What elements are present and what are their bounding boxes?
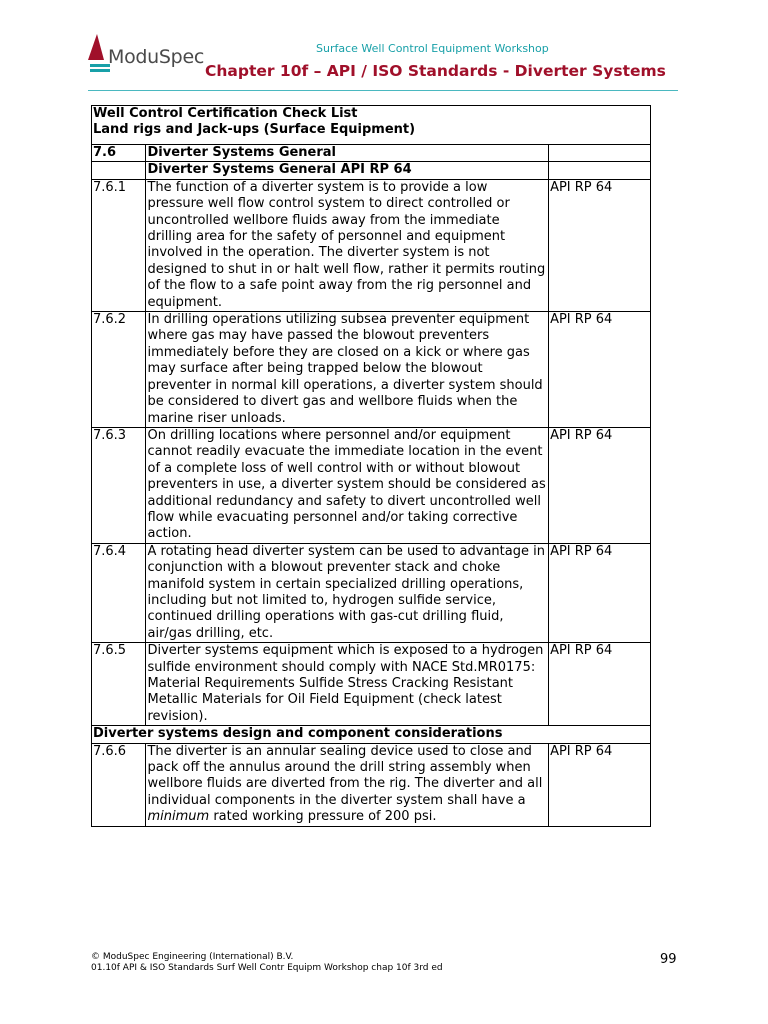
row-text-italic: minimum xyxy=(147,809,210,825)
section-number: 7.6 xyxy=(92,145,146,162)
row-reference: API RP 64 xyxy=(549,312,651,428)
table-row xyxy=(92,179,651,311)
page-footer xyxy=(91,952,443,974)
row-text: A rotating head diverter system can be used to advantage in conjunction with a blowout preventer stack and choke manifold system in certain specialized drilling operations, including but not limited to, hydrogen sulfide service, continued drilling operations with gas-cut drilling fluid, air/gas drilling, etc. xyxy=(146,543,549,642)
row-number: 7.6.5 xyxy=(92,643,146,726)
row-number: 7.6.6 xyxy=(92,743,146,826)
row-number: 7.6.4 xyxy=(92,543,146,642)
design-section-title: Diverter systems design and component considerations xyxy=(92,726,651,743)
table-title-row xyxy=(92,106,651,145)
chapter-title: Chapter 10f – API / ISO Standards - Diverter Systems xyxy=(205,62,666,80)
section-row xyxy=(92,145,651,162)
checklist-table xyxy=(91,105,651,827)
row-text: The function of a diverter system is to provide a low pressure well flow control system to direct controlled or uncontrolled wellbore fluids away from the immediate drilling area for the safety of personnel and equipment involved in the operation. The diverter system is not designed to shut in or halt well flow, rather it permits routing of the flow to a safe point away from the rig personnel and equipment. xyxy=(146,179,549,311)
subsection-ref-empty xyxy=(549,162,651,179)
row-number: 7.6.2 xyxy=(92,312,146,428)
section-title: Diverter Systems General xyxy=(146,145,549,162)
row-text: On drilling locations where personnel and/or equipment cannot readily evacuate the immediate location in the event of a complete loss of well control with or without blowout preventers in use, a diverter system should be considered as additional redundancy and safety to divert uncontrolled well flow while evacuating personnel and/or taking corrective action. xyxy=(146,427,549,543)
row-text: In drilling operations utilizing subsea preventer equipment where gas may have passed the blowout preventers immediately before they are closed on a kick or where gas may surface after being trapped below the blowout preventer in normal kill operations, a diverter system should be considered to divert gas and wellbore fluids when the marine riser unloads. xyxy=(146,312,549,428)
design-section-row xyxy=(92,726,651,743)
row-number: 7.6.3 xyxy=(92,427,146,543)
table-row xyxy=(92,543,651,642)
table-title-line2: Land rigs and Jack-ups (Surface Equipment) xyxy=(93,122,416,138)
header-subtitle: Surface Well Control Equipment Workshop xyxy=(316,42,549,55)
row-reference: API RP 64 xyxy=(549,743,651,826)
row-reference: API RP 64 xyxy=(549,643,651,726)
footer-copyright: © ModuSpec Engineering (International) B.V. xyxy=(91,952,294,962)
row-text-before: The diverter is an annular sealing device used to close and pack off the annulus around the drill string assembly when wellbore fluids are diverted from the rig. The diverter and all individual components in the diverter system shall have a xyxy=(147,743,543,808)
section-ref-empty xyxy=(549,145,651,162)
table-row xyxy=(92,743,651,826)
table-title-line1: Well Control Certification Check List xyxy=(93,106,358,121)
page-number: 99 xyxy=(660,952,677,967)
row-text xyxy=(146,743,549,826)
subsection-title: Diverter Systems General API RP 64 xyxy=(146,162,549,179)
row-number: 7.6.1 xyxy=(92,179,146,311)
page-header xyxy=(0,0,768,95)
subsection-number-empty xyxy=(92,162,146,179)
logo-text: ModuSpec xyxy=(108,46,204,68)
header-divider xyxy=(88,90,678,91)
moduspec-logo xyxy=(88,34,208,76)
row-text-after: rated working pressure of 200 psi. xyxy=(209,809,437,825)
row-reference: API RP 64 xyxy=(549,179,651,311)
row-reference: API RP 64 xyxy=(549,427,651,543)
table-row xyxy=(92,427,651,543)
row-text: Diverter systems equipment which is exposed to a hydrogen sulfide environment should comply with NACE Std.MR0175: Material Requirements Sulfide Stress Cracking Resistant Metallic Materials for Oil Field Equipment (check latest revision). xyxy=(146,643,549,726)
table-row xyxy=(92,312,651,428)
footer-document-id: 01.10f API & ISO Standards Surf Well Contr Equipm Workshop chap 10f 3rd ed xyxy=(91,963,443,973)
table-row xyxy=(92,643,651,726)
table-title-cell xyxy=(92,106,651,145)
row-reference: API RP 64 xyxy=(549,543,651,642)
subsection-row xyxy=(92,162,651,179)
